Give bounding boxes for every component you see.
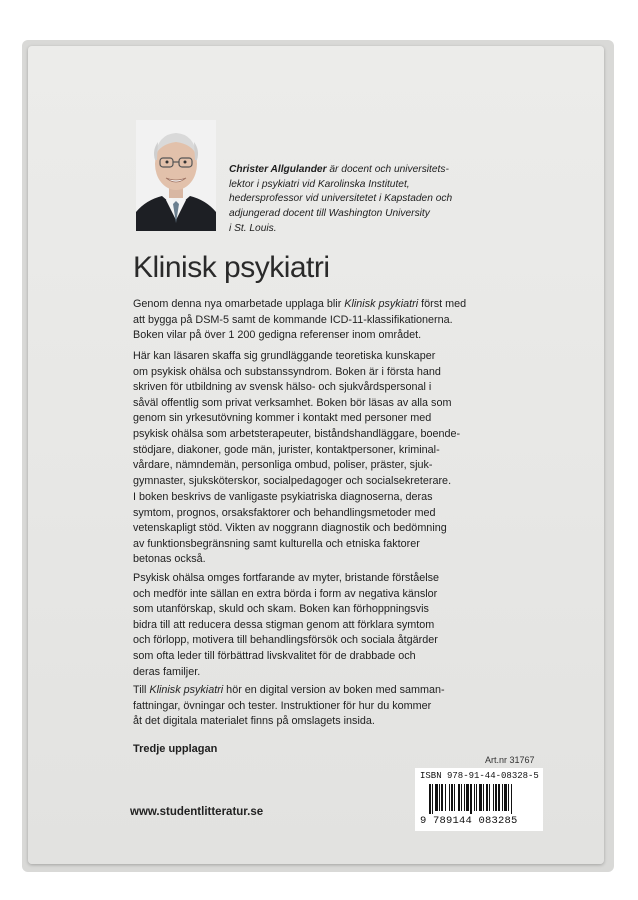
text-line: vetenskapligt stöd. Vikten av noggrann diagnostik och bedömning bbox=[133, 522, 447, 535]
barcode-bar bbox=[483, 784, 484, 811]
text-line: gymnaster, sjuksköterskor, socialpedagoger och socialsekreterare. bbox=[133, 474, 452, 487]
barcode-bar bbox=[474, 784, 475, 811]
barcode-bar bbox=[461, 784, 462, 811]
barcode-bar bbox=[451, 784, 453, 811]
text-line: bidra till att reducera dessa stigman genom att förklara symtom bbox=[133, 618, 435, 631]
text-line: och medför inte sällan en extra börda i form av negativa känslor bbox=[133, 587, 438, 600]
author-name: Christer Allgulander bbox=[229, 164, 327, 175]
text-line: Här kan läsaren skaffa sig grundläggande teoretiska kunskaper bbox=[133, 350, 436, 362]
edition-label: Tredje upplagan bbox=[133, 743, 218, 755]
text-line: I boken beskrivs de vanligaste psykiatriska diagnoserna, deras bbox=[133, 491, 433, 503]
barcode-bar bbox=[470, 784, 472, 814]
text-line: fattningar, övningar och tester. Instruktioner för hur du kommer bbox=[133, 699, 432, 712]
text-line: och förlopp, motivera till behandlingsförsök och sociala åtgärder bbox=[133, 634, 438, 647]
text-line: genom sin yrkesutövning kommer i kontakt med personer med bbox=[133, 412, 432, 425]
text-line: Boken vilar på över 1 200 gedigna referenser inom området. bbox=[133, 329, 422, 342]
bio-line: hedersprofessor vid universitetet i Kapstaden och bbox=[229, 193, 453, 205]
barcode-bar bbox=[435, 784, 438, 811]
text-run: Till bbox=[133, 684, 150, 696]
text-run: Genom denna nya omarbetade upplaga blir bbox=[133, 298, 345, 310]
text-line: åt det digitala materialet finns på omslagets insida. bbox=[133, 715, 375, 728]
bio-line: adjungerad docent till Washington University bbox=[229, 208, 430, 220]
article-number: Art.nr 31767 bbox=[485, 755, 535, 765]
author-photo bbox=[136, 120, 216, 231]
barcode-bar bbox=[495, 784, 497, 811]
barcode-bar bbox=[464, 784, 465, 811]
text-line: skriven för utbildning av svensk hälso- och sjukvårdspersonal i bbox=[133, 381, 432, 394]
text-line: Psykisk ohälsa omges fortfarande av myter, bristande förståelse bbox=[133, 572, 440, 584]
paragraph-stigma bbox=[133, 571, 489, 680]
bio-line: lektor i psykiatri vid Karolinska Institutet, bbox=[229, 178, 410, 190]
barcode-bar bbox=[511, 784, 512, 814]
barcode-bar bbox=[498, 784, 500, 811]
text-line: såväl offentlig som privat verksamhet. Boken bör läsas av alla som bbox=[133, 396, 452, 409]
text-line: stödjare, diakoner, gode män, jurister, kontaktpersoner, kriminal- bbox=[133, 443, 440, 456]
book-title-italic: Klinisk psykiatri bbox=[149, 684, 224, 696]
barcode-bar bbox=[504, 784, 507, 811]
text-line: som ofta leder till förbättrad livskvalitet för de drabbade och bbox=[133, 649, 416, 662]
barcode-icon bbox=[429, 784, 537, 814]
paragraph-audience bbox=[133, 349, 489, 489]
text-line: om psykisk ohälsa och substanssyndrom. Boken är i första hand bbox=[133, 365, 441, 378]
barcode-bar bbox=[493, 784, 494, 811]
paragraph-content bbox=[133, 490, 489, 568]
barcode-bar bbox=[439, 784, 440, 811]
barcode-bar bbox=[466, 784, 469, 811]
text-run: hör en digital version av boken med samman- bbox=[223, 684, 445, 696]
barcode-bar bbox=[445, 784, 446, 811]
text-line: att bygga på DSM-5 samt de kommande ICD-11-klassifikationerna. bbox=[133, 313, 453, 326]
text-line: vårdare, nämndemän, personliga ombud, poliser, präster, sjuk- bbox=[133, 459, 433, 472]
barcode-bar bbox=[486, 784, 488, 811]
author-bio bbox=[229, 163, 499, 237]
bio-line: i St. Louis. bbox=[229, 222, 277, 234]
barcode-bar bbox=[502, 784, 503, 811]
book-title-italic: Klinisk psykiatri bbox=[344, 298, 419, 310]
text-line: av funktionsbegränsning samt kulturella och etniska faktorer bbox=[133, 537, 420, 550]
barcode-digits: 9 789144 083285 bbox=[420, 815, 518, 827]
paragraph-digital bbox=[133, 683, 489, 730]
paragraph-intro bbox=[133, 297, 489, 344]
barcode-bar bbox=[432, 784, 433, 814]
text-line: deras familjer. bbox=[133, 665, 201, 678]
barcode-bar bbox=[476, 784, 477, 811]
barcode-bar bbox=[508, 784, 509, 811]
barcode-bar bbox=[454, 784, 455, 811]
book-title: Klinisk psykiatri bbox=[133, 251, 330, 284]
text-line: psykisk ohälsa som arbetsterapeuter, biståndshandläggare, boende- bbox=[133, 427, 461, 440]
barcode-bar bbox=[458, 784, 460, 811]
barcode-bar bbox=[441, 784, 443, 811]
barcode-bar bbox=[429, 784, 431, 814]
isbn-text: ISBN 978-91-44-08328-5 bbox=[420, 771, 539, 781]
text-run: först med bbox=[418, 298, 467, 310]
barcode-bar bbox=[449, 784, 450, 811]
text-line: symtom, prognos, orsaksfaktorer och behandlingsmetoder med bbox=[133, 506, 436, 519]
barcode-bar bbox=[489, 784, 490, 811]
text-line: som utanförskap, skuld och skam. Boken kan förhoppningsvis bbox=[133, 603, 429, 616]
barcode-label bbox=[415, 768, 543, 831]
publisher-website: www.studentlitteratur.se bbox=[130, 806, 264, 818]
bio-line: är docent och universitets- bbox=[326, 164, 449, 175]
text-line: betonas också. bbox=[133, 553, 206, 566]
barcode-bar bbox=[479, 784, 482, 811]
